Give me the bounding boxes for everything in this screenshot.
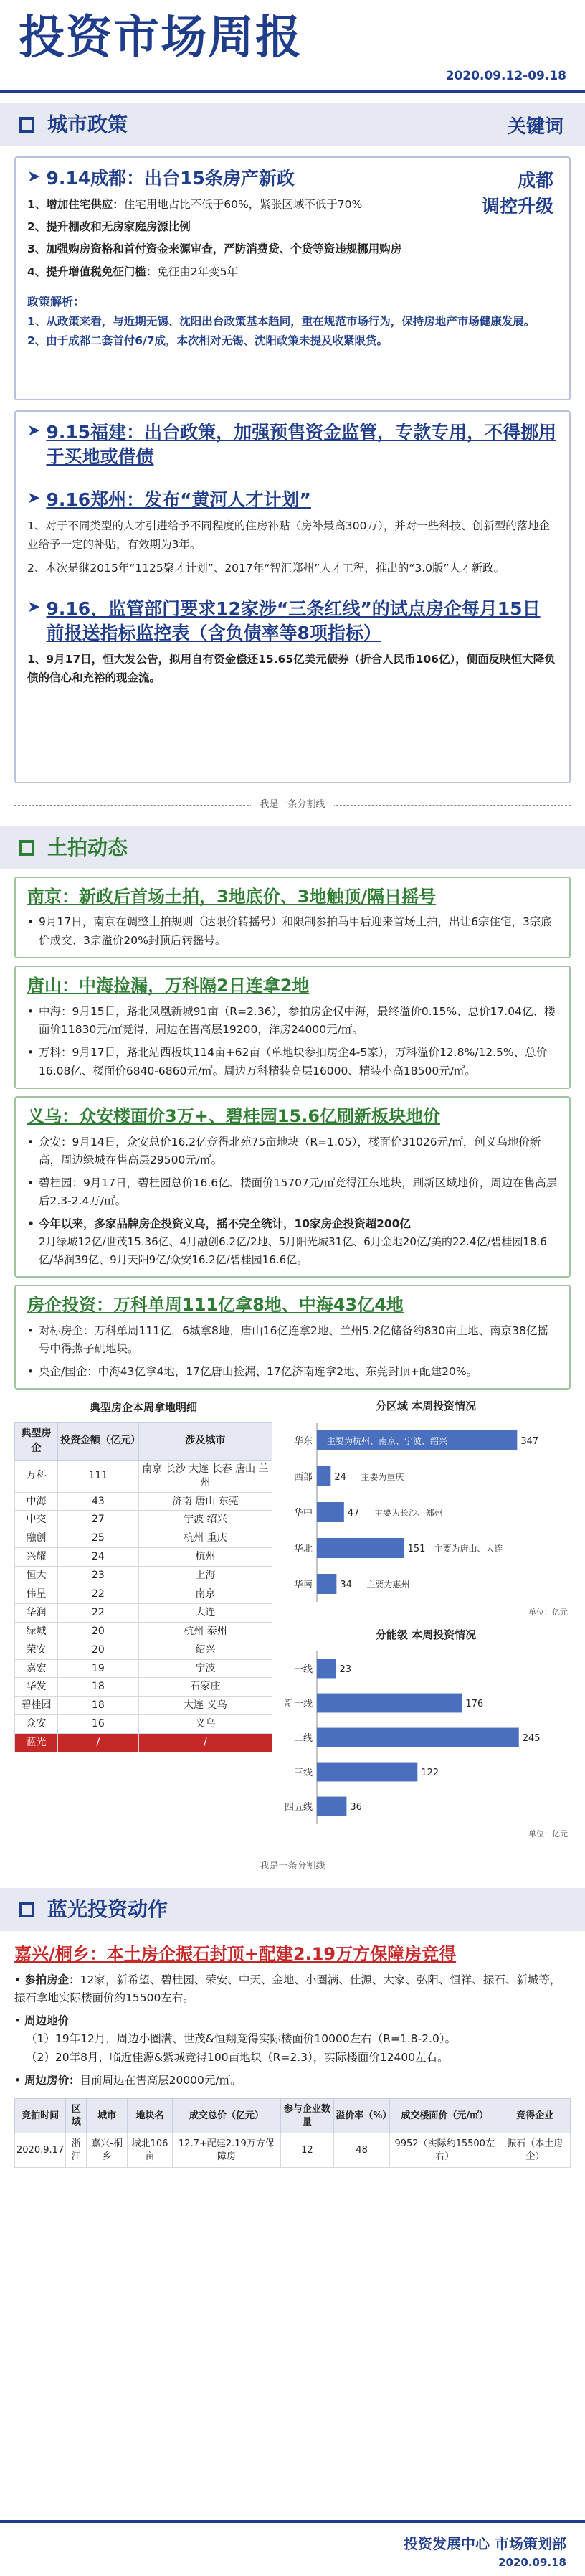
value-label: 23 — [339, 1664, 351, 1675]
bar — [317, 1762, 417, 1781]
deal-cell: 12.7+配建2.19万方保障房 — [173, 2133, 280, 2168]
table-row — [15, 1548, 272, 1567]
deal-cell: 浙江 — [66, 2133, 87, 2168]
bar-charts — [272, 1397, 571, 1845]
deal-table — [14, 2098, 571, 2168]
footer-date: 2020.09.18 — [498, 2556, 566, 2569]
nanjing-card — [14, 877, 571, 959]
table-cell: 18 — [58, 1678, 139, 1697]
developer-invest-card — [14, 1285, 571, 1390]
blue-bidders: • 参拍房企：12家，新希望、碧桂园、荣安、中天、金地、小圈满、佳源、大家、弘阳、恒祥、振石、新城等，振石拿地实际楼面价约15500左右。 — [14, 1973, 561, 2005]
deal-cell: 城北106亩 — [127, 2133, 173, 2168]
table-cell: 中海 — [15, 1492, 58, 1511]
deal-header: 地块名 — [127, 2099, 173, 2133]
table-cell: / — [58, 1734, 139, 1752]
table-cell: 荣安 — [15, 1641, 58, 1659]
deal-header: 区域 — [66, 2099, 87, 2133]
table-row — [15, 1641, 272, 1659]
deal-cell: 振石（本土房企） — [500, 2133, 570, 2168]
bar — [317, 1538, 404, 1558]
tangshan-text: • 万科：9月17日，路北站西板块114亩+62亩（单地块参拍房企4-5家），万科溢价12.8%/12.5%、总价16.08亿、楼面价6840-6860元/㎡。周边万科精装高层16000、精装小高18500元/㎡。 — [27, 1044, 558, 1080]
table-row — [15, 1715, 272, 1734]
table-cell: 24 — [58, 1548, 139, 1567]
keyword-city: 成都 — [517, 170, 553, 191]
table-cell: 绿城 — [15, 1622, 58, 1641]
deal-cell: 48 — [334, 2133, 390, 2168]
bar-note: 主要为长沙、郑州 — [374, 1508, 443, 1519]
category-label: 华中 — [293, 1508, 313, 1519]
zhengzhou-paragraph: 2、本次是继2015年“1125聚才计划”、2017年“智汇郑州”人才工程，推出的“3.0版”人才新政。 — [27, 562, 505, 575]
value-label: 176 — [465, 1698, 484, 1709]
table-row — [15, 1492, 272, 1511]
arrow-icon: ➤ — [27, 489, 41, 507]
category-label: 三线 — [293, 1767, 313, 1778]
keyword-tag: 调控升级 — [481, 196, 553, 217]
table-cell: 27 — [58, 1511, 139, 1529]
section-divider: 我是一条分割线 — [14, 798, 571, 812]
category-label: 新一线 — [284, 1698, 313, 1709]
table-cell: 上海 — [138, 1567, 272, 1585]
yiwu-text: 2月绿城12亿/世茂15.36亿、4月融创6.2亿/2地、5月阳光城31亿、6月金地20亿/美的22.4亿/碧桂园18.6亿/华润39亿、9月天阳9亿/众安16.2亿/碧桂园16.6亿。 — [39, 1235, 547, 1267]
category-label: 西部 — [293, 1472, 313, 1483]
deal-header: 成交总价（亿元） — [173, 2099, 280, 2133]
unit-label: 单位：亿元 — [528, 1608, 568, 1618]
yiwu-text: • 众安：9月14日，众安总价16.2亿竞得北苑75亩地块（R=1.05），楼面价31026元/㎡，创义乌地价新高，周边绿城在售高层29500元/㎡。 — [27, 1133, 558, 1170]
value-label: 36 — [350, 1801, 362, 1813]
arrow-icon: ➤ — [27, 598, 41, 616]
policy-item: 3、加强购房资格和首付资金来源审查，严防消费贷、个贷等资违规挪用购房 — [27, 242, 402, 256]
regulator-paragraph: 1、9月17日，恒大发公告，拟用自有资金偿还15.65亿美元债券（折合人民币106亿），侧面反映恒大降负债的信心和充裕的现金流。 — [27, 653, 556, 684]
table-cell: 中交 — [15, 1511, 58, 1529]
table-cell: 23 — [58, 1567, 139, 1585]
policy-item: 4、提升增值税免征门槛：免征由2年变5年 — [27, 265, 239, 278]
chengdu-policy-card — [14, 156, 571, 400]
keyword-label: 关键词 — [507, 116, 563, 138]
table-cell: 融创 — [15, 1529, 58, 1548]
table-cell: 众安 — [15, 1715, 58, 1734]
bar — [317, 1693, 462, 1712]
chengdu-keywords — [482, 168, 553, 220]
yiwu-title: 义乌：众安楼面价3万+、碧桂园15.6亿刷新板块地价 — [27, 1106, 441, 1127]
value-label: 24 — [334, 1472, 346, 1483]
yiwu-text: • 碧桂园：9月17日，碧桂园总价16.6亿、楼面价15707元/㎡竞得江东地块，刷新区域地价，周边在售高层后2.3-2.4万/㎡。 — [27, 1174, 558, 1211]
bar — [317, 1796, 346, 1816]
unit-label: 单位：亿元 — [528, 1829, 568, 1839]
table-cell: 19 — [58, 1659, 139, 1678]
category-label: 华东 — [293, 1436, 313, 1448]
bar — [317, 1659, 336, 1678]
table-cell: 宁波 绍兴 — [138, 1511, 272, 1529]
tangshan-text: • 中海：9月15日，路北凤凰新城91亩（R=2.36），参拍房企仅中海，最终溢价0.15%、总价17.04亿、楼面价11830元/㎡竞得，周边在售高层19200，洋房24000元/㎡。 — [27, 1003, 558, 1039]
regulator-headline: ➤ 9.16，监管部门要求12家涉“三条红线”的试点房企每月15日前报送指标监控表（含负债率等8项指标） — [27, 598, 541, 643]
nanjing-text: • 9月17日，南京在调整土拍规则（达限价转摇号）和限制参拍马甲后迎来首场土拍，出让6宗住宅，3宗底价成交、3宗溢价20%封顶后转摇号。 — [27, 913, 558, 950]
table-row — [15, 1567, 272, 1585]
table-row — [15, 1529, 272, 1548]
table-row — [15, 1622, 272, 1641]
category-label: 四五线 — [284, 1801, 313, 1813]
table-cell: 华发 — [15, 1678, 58, 1697]
table-row — [15, 1585, 272, 1603]
table-row — [15, 1697, 272, 1715]
value-label: 245 — [522, 1732, 541, 1744]
table-cell: 杭州 重庆 — [138, 1529, 272, 1548]
arrow-icon: ➤ — [27, 422, 41, 440]
table-cell: / — [138, 1734, 272, 1752]
value-label: 347 — [520, 1436, 539, 1448]
policy-analysis-title: 政策解析： — [27, 294, 85, 308]
table-header: 涉及城市 — [138, 1422, 272, 1460]
table-cell: 大连 — [138, 1603, 272, 1622]
table-cell: 石家庄 — [138, 1678, 272, 1697]
section-city-policy — [0, 103, 585, 146]
value-label: 47 — [347, 1508, 360, 1519]
tangshan-title: 唐山：中海捡漏，万科隔2日连拿2地 — [27, 976, 310, 996]
value-label: 151 — [407, 1544, 426, 1555]
square-icon — [19, 117, 34, 133]
deal-header: 成交楼面价（元/㎡） — [389, 2099, 500, 2133]
report-date: 2020.09.12-09.18 — [445, 69, 566, 83]
headline-text: 9.14成都：出台15条房产新政 — [46, 168, 295, 189]
table-row — [15, 1460, 272, 1492]
report-header — [0, 0, 585, 93]
table-row — [15, 1603, 272, 1622]
section-title: 蓝光投资动作 — [47, 1897, 168, 1921]
policy-item: 1、增加住宅供应：住宅用地占比不低于60%，紧张区域不低于70% — [27, 197, 363, 211]
developer-table — [14, 1422, 272, 1752]
table-cell: 20 — [58, 1622, 139, 1641]
table-cell: 16 — [58, 1715, 139, 1734]
yiwu-text: • 今年以来，多家品牌房企投资义乌，摇不完全统计，10家房企投资超200亿 — [27, 1215, 558, 1234]
blue-house-price: • 周边房价：目前周边在售高层20000元/㎡。 — [14, 2073, 242, 2087]
deal-header: 竞得企业 — [500, 2099, 570, 2133]
table-cell: 兴耀 — [15, 1548, 58, 1567]
deal-cell: 嘉兴-桐乡 — [87, 2133, 127, 2168]
report-footer — [0, 2520, 585, 2576]
deal-header: 参与企业数量 — [280, 2099, 334, 2133]
deal-header: 城市 — [87, 2099, 127, 2133]
table-cell: 伟星 — [15, 1585, 58, 1603]
value-label: 122 — [421, 1767, 439, 1778]
invest-text: • 对标房企：万科单周111亿，6城拿8地，唐山16亿连拿2地、兰州5.2亿储备约830亩土地、南京38亿摇号中得燕子矶地块。 — [27, 1322, 558, 1359]
invest-charts — [14, 1397, 571, 1845]
table-cell: 18 — [58, 1697, 139, 1715]
arrow-icon: ➤ — [27, 168, 41, 186]
table-title: 典型房企本周拿地明细 — [89, 1401, 197, 1415]
fujian-headline: ➤ 9.15福建：出台政策，加强预售资金监管，专款专用，不得挪用于买地或借债 — [27, 422, 557, 467]
square-icon — [19, 840, 34, 856]
bar-note: 主要为惠州 — [366, 1580, 410, 1590]
table-cell: 43 — [58, 1492, 139, 1511]
table-cell: 嘉宏 — [15, 1659, 58, 1678]
policy-item: 2、提升棚改和无房家庭房源比例 — [27, 220, 191, 233]
table-cell: 万科 — [15, 1460, 58, 1492]
policy-analysis-line: 1、从政策来看，与近期无锡、沈阳出台政策基本趋同，重在规范市场行为，保持房地产市场健康发展。 — [27, 314, 536, 328]
table-cell: 22 — [58, 1585, 139, 1603]
table-cell: 杭州 — [138, 1548, 272, 1567]
section-divider: 我是一条分割线 — [14, 1859, 571, 1874]
table-header: 投资金额（亿元） — [58, 1422, 139, 1460]
section-blue-invest — [0, 1888, 585, 1931]
table-cell: 20 — [58, 1641, 139, 1659]
deal-header: 竞拍时间 — [15, 2099, 66, 2133]
table-cell: 华润 — [15, 1603, 58, 1622]
table-cell: 碧桂园 — [15, 1697, 58, 1715]
deal-cell: 12 — [280, 2133, 334, 2168]
table-cell: 大连 义乌 — [138, 1697, 272, 1715]
bar — [317, 1574, 336, 1594]
table-cell: 南京 长沙 大连 长春 唐山 兰州 — [138, 1460, 272, 1492]
category-label: 一线 — [293, 1664, 313, 1675]
table-header: 典型房企 — [15, 1422, 58, 1460]
section-title: 土拍动态 — [47, 835, 128, 859]
chart-title: 分能级 本周投资情况 — [375, 1628, 477, 1641]
deal-cell: 2020.9.17 — [15, 2133, 66, 2168]
section-land-auction — [0, 826, 585, 869]
section-title: 城市政策 — [47, 113, 128, 136]
deal-cell: 9952（实际约15500左右） — [389, 2133, 500, 2168]
category-label: 华南 — [293, 1580, 313, 1591]
invest-title: 房企投资：万科单周111亿拿8地、中海43亿4地 — [27, 1294, 404, 1315]
table-cell: 杭州 泰州 — [138, 1622, 272, 1641]
square-icon — [19, 1902, 34, 1917]
bar — [317, 1727, 519, 1747]
developer-table-wrap — [14, 1397, 272, 1845]
bar — [317, 1466, 330, 1486]
value-label: 34 — [340, 1580, 352, 1591]
table-cell: 恒大 — [15, 1567, 58, 1585]
category-label: 华北 — [293, 1544, 313, 1555]
report-title: 投资市场周报 — [19, 11, 303, 65]
table-cell: 111 — [58, 1460, 139, 1492]
table-cell: 义乌 — [138, 1715, 272, 1734]
invest-text: • 央企/国企：中海43亿拿4地，17亿唐山捡漏、17亿济南连拿2地、东莞封顶+配建20%。 — [27, 1363, 558, 1382]
table-cell: 济南 唐山 东莞 — [138, 1492, 272, 1511]
bar — [317, 1502, 344, 1522]
tangshan-card — [14, 966, 571, 1089]
blue-headline: 嘉兴/桐乡：本土房企振石封顶+配建2.19万方保障房竞得 — [14, 1943, 457, 1964]
policy-news-card — [14, 410, 571, 783]
tier-bar-chart — [281, 1626, 571, 1841]
nanjing-title: 南京：新政后首场土拍，3地底价、3地触顶/隔日摇号 — [27, 886, 437, 907]
table-cell: 绍兴 — [138, 1641, 272, 1659]
zhengzhou-headline: ➤ 9.16郑州：发布“黄河人才计划” — [27, 489, 311, 510]
bar-note: 主要为重庆 — [361, 1472, 404, 1483]
zhengzhou-paragraph: 1、对于不同类型的人才引进给予不同程度的住房补贴（房补最高300万），并对一些科技、创新型的落地企业给予一定的补贴，有效期为3年。 — [27, 519, 551, 551]
blue-land-prices: • 周边地价 （1）19年12月，周边小圈满、世茂&恒翔竞得实际楼面价10000左右（R=1.8-2.0）。 （2）20年8月，临近佳源&紫城竞得100亩地块（R=2.3），实际楼面价12400左右。 — [14, 2014, 457, 2064]
yiwu-card — [14, 1096, 571, 1278]
policy-analysis-line: 2、由于成都二套首付6/7成，本次相对无锡、沈阳政策未提及收紧限贷。 — [27, 334, 389, 347]
table-cell: 蓝光 — [15, 1734, 58, 1752]
table-cell: 22 — [58, 1603, 139, 1622]
bar-note: 主要为唐山、大连 — [434, 1544, 503, 1554]
chart-title: 分区域 本周投资情况 — [375, 1400, 477, 1413]
table-cell: 25 — [58, 1529, 139, 1548]
table-row — [15, 1511, 272, 1529]
category-label: 二线 — [293, 1732, 313, 1744]
footer-org: 投资发展中心 市场策划部 — [404, 2535, 566, 2552]
table-row — [15, 1678, 272, 1697]
bar-note: 主要为杭州、南京、宁波、绍兴 — [327, 1436, 448, 1447]
deal-header: 溢价率（%） — [334, 2099, 390, 2133]
chengdu-headline — [27, 166, 558, 191]
table-cell: 宁波 — [138, 1659, 272, 1678]
table-cell: 南京 — [138, 1585, 272, 1603]
table-row — [15, 1659, 272, 1678]
table-row — [15, 1734, 272, 1752]
region-bar-chart — [281, 1397, 571, 1620]
